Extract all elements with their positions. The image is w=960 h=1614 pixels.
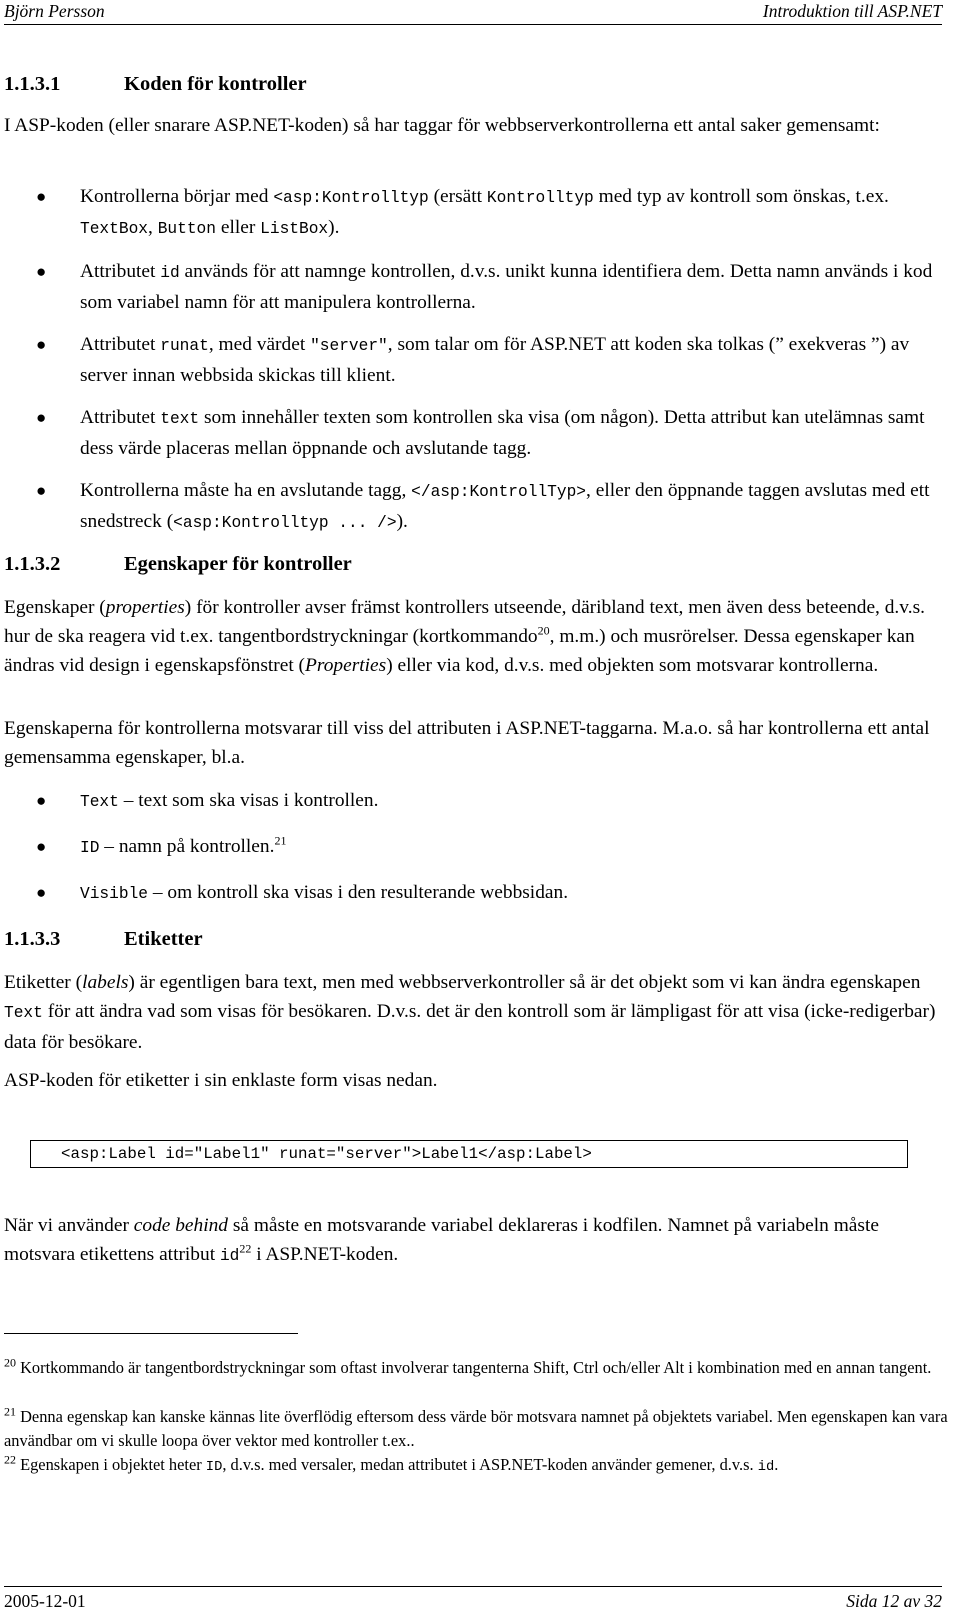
footnote-21: $^{21}$ Denna egenskap kan kanske kännas lite överflödig eftersom dess värde bör motsvara namnet på objektets variabel. Men egenskapen kan vara användbar om vi skulle loopa över vektor med kontroller t.ex.. (4, 1404, 948, 1450)
footer-page-number: Sida 12 av 32 (846, 1591, 942, 1611)
list-item: ● ID – namn på kontrollen.$^{21}$ (0, 832, 940, 863)
labels-paragraph: Etiketter (labels) är egentligen bara text, men med webbserverkontroller så är det objekt som vi kan ändra egenskapen Text för att ändra vad som visas för besökaren. D.v.s. det är den kontroll som är lämpligast för att visa (icke-redigerbar) data för besökare. (4, 972, 936, 1053)
page-footer (4, 1586, 942, 1614)
list-item: ● Attributet text som innehåller texten som kontrollen ska visa (om någon). Detta attribut kan utelämnas samt dess värde placeras mellan öppnande och avslutande tagg. (0, 403, 940, 463)
code-box (30, 1140, 908, 1168)
properties-paragraph: Egenskaper (properties) för kontroller avser främst kontrollers utseende, däribland text, men även dess beteende, d.v.s. hur de ska reagera vid t.ex. tangentbordstryckningar (kortkommando$^{20}$, m.m.) och musrörelser. Dessa egenskaper kan ändras vid design i egenskapsfönstret (Properties) eller via kod, d.v.s. med objekten som motsvarar kontrollerna. (4, 597, 925, 676)
heading-1-1-3-2: 1.1.3.2 Egenskaper för kontroller (4, 553, 352, 575)
heading-1-1-3-3: 1.1.3.3 Etiketter (4, 928, 203, 950)
header-author: Björn Persson (4, 1, 105, 21)
list-item: ● Attributet id används för att namnge kontrollen, d.v.s. unikt kunna identifiera dem. Detta namn används i kod som variabel namn för att manipulera kontrollerna. (0, 257, 940, 317)
intro-paragraph: I ASP-koden (eller snarare ASP.NET-koden) så har taggar för webbserverkontrollerna ett antal saker gemensamt: (4, 115, 880, 136)
properties-list (0, 786, 940, 909)
footer-date: 2005-12-01 (4, 1591, 86, 1611)
bullet-icon: ● (36, 481, 47, 500)
bullet-icon: ● (36, 791, 47, 810)
labels-paragraph-2: ASP-koden för etiketter i sin enklaste form visas nedan. (4, 1070, 438, 1091)
footnote-22: $^{22}$ Egenskapen i objektet heter ID, d.v.s. med versaler, medan attributet i ASP.NET-koden använder gemener, d.v.s. id. (4, 1452, 779, 1475)
bullet-icon: ● (36, 883, 47, 902)
list-item: ● Visible – om kontroll ska visas i den resulterande webbsidan. (0, 878, 940, 909)
properties-paragraph-2: Egenskaperna för kontrollerna motsvarar till viss del attributen i ASP.NET-taggarna. M.a.o. så har kontrollerna ett antal gemensamma egenskaper, bl.a. (4, 718, 930, 768)
bullet-icon: ● (36, 262, 47, 281)
bullet-icon: ● (36, 837, 47, 856)
footnote-ref-21: 21 (274, 833, 287, 848)
header-title: Introduktion till ASP.NET (762, 1, 942, 21)
code-sample: <asp:Label id="Label1" runat="server">Label1</asp:Label> (61, 1145, 592, 1163)
list-item: ● Attributet runat, med värdet "server", som talar om för ASP.NET att koden ska tolkas (” exekveras ”) av server innan webbsida skickas till klient. (0, 330, 940, 390)
footnote-20: $^{20}$ Kortkommando är tangentbordstryckningar som oftast involverar tangenterna Shift, Ctrl och/eller Alt i kombination med en annan tangent. (4, 1355, 932, 1377)
list-item: ● Kontrollerna måste ha en avslutande tagg, </asp:KontrollTyp>, eller den öppnande taggen avslutas med ett snedstreck (<asp:Kontrolltyp ... />). (0, 476, 940, 538)
footnote-separator (4, 1333, 298, 1334)
bullet-icon: ● (36, 335, 47, 354)
bullet-icon: ● (36, 408, 47, 427)
code-behind-paragraph: När vi använder code behind så måste en motsvarande variabel deklareras i kodfilen. Namnet på variabeln måste motsvara etikettens attribut $id^{22}$ i ASP.NET-koden. (4, 1215, 879, 1265)
code-rules-list (0, 182, 940, 538)
list-item: ● Text – text som ska visas i kontrollen. (0, 786, 940, 817)
list-item: ● Kontrollerna börjar med <asp:Kontrolltyp (ersätt Kontrolltyp med typ av kontroll som önskas, t.ex. TextBox, Button eller ListBox). (0, 182, 940, 244)
page-header (4, 0, 942, 25)
heading-1-1-3-1: 1.1.3.1 Koden för kontroller (4, 73, 307, 95)
footnote-ref-20: 20 (537, 623, 550, 638)
footnote-ref-22: 22 (239, 1241, 252, 1256)
bullet-icon: ● (36, 187, 47, 206)
